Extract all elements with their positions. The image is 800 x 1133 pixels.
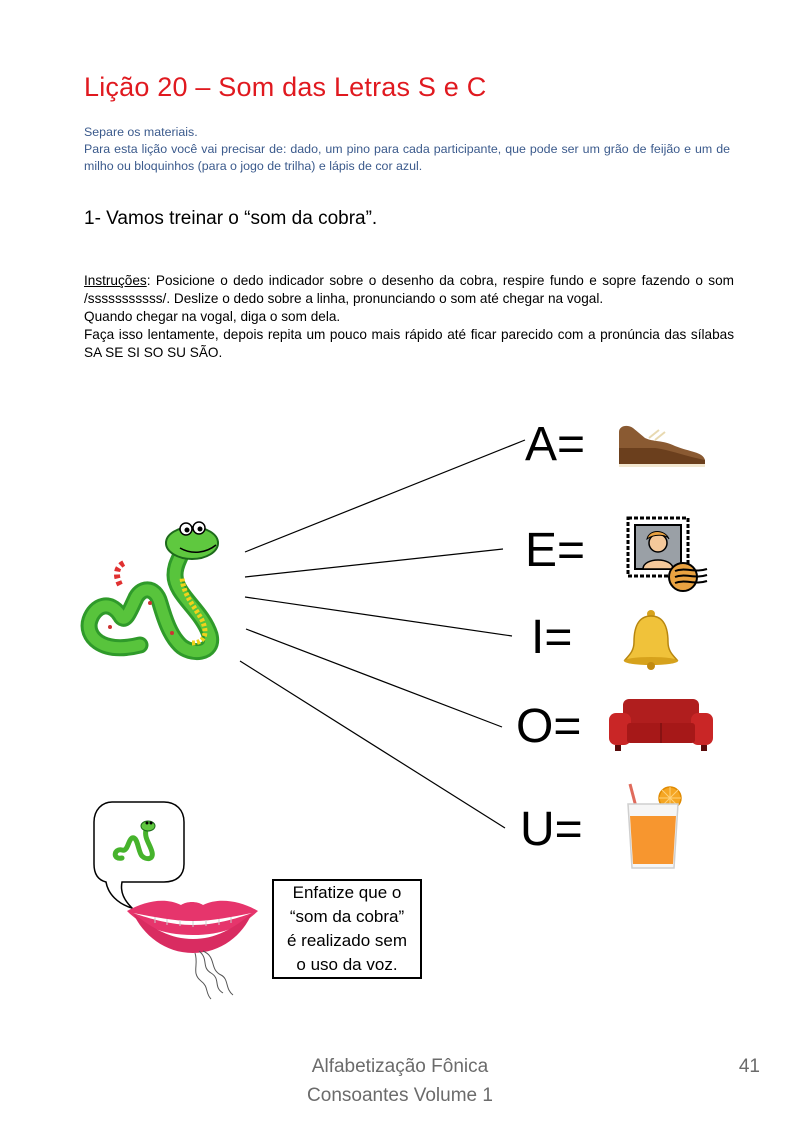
instructions-p1: : Posicione o dedo indicador sobre o desenho da cobra, respire fundo e sopre fazendo o som /sssssssssss/. Deslize o dedo sobre a linha, pronunciando o som até chegar na vogal.	[84, 273, 734, 306]
instructions-label: Instruções	[84, 273, 147, 288]
callout-line-2: “som da cobra”	[289, 907, 405, 926]
emphasis-callout	[272, 879, 422, 979]
vowel-e-label: E=	[525, 524, 586, 577]
juice-icon	[622, 782, 684, 872]
vowel-o-label: O=	[516, 700, 582, 753]
materials-line-1: Separe os materiais.	[84, 125, 198, 139]
instructions-p3: Faça isso lentamente, depois repita um pouco mais rápido até ficar parecido com a pronúncia das sílabas SA SE SI SO SU SÃO.	[84, 327, 734, 360]
snake-icon[interactable]	[80, 515, 230, 665]
vowel-i-label: I=	[531, 611, 573, 664]
stamp-icon	[625, 515, 710, 595]
page-number: 41	[738, 1056, 760, 1077]
callout-line-1: Enfatize que o	[292, 883, 402, 902]
callout-line-4: o uso da voz.	[296, 955, 398, 974]
bell-icon	[622, 608, 680, 670]
footer-line-1: Alfabetização Fônica	[311, 1056, 489, 1077]
shoe-icon	[615, 420, 710, 470]
speech-bubble	[92, 800, 188, 910]
callout-line-3: é realizado sem	[286, 931, 407, 950]
vowel-u-label: U=	[520, 803, 583, 856]
footer-line-2: Consoantes Volume 1	[307, 1085, 493, 1106]
instructions-p2: Quando chegar na vogal, diga o som dela.	[84, 309, 341, 324]
page-title: Lição 20 – Som das Letras S e C	[84, 72, 487, 102]
lips-icon	[125, 895, 260, 1000]
materials-line-2: Para esta lição você vai precisar de: dado, um pino para cada participante, que pode ser um grão de feijão e um de milho ou bloquinhos (para o jogo de trilha) e lápis de cor azul.	[84, 142, 730, 173]
sofa-icon	[607, 695, 715, 753]
question-heading: 1- Vamos treinar o “som da cobra”.	[84, 208, 378, 229]
vowel-a-label: A=	[525, 418, 586, 471]
